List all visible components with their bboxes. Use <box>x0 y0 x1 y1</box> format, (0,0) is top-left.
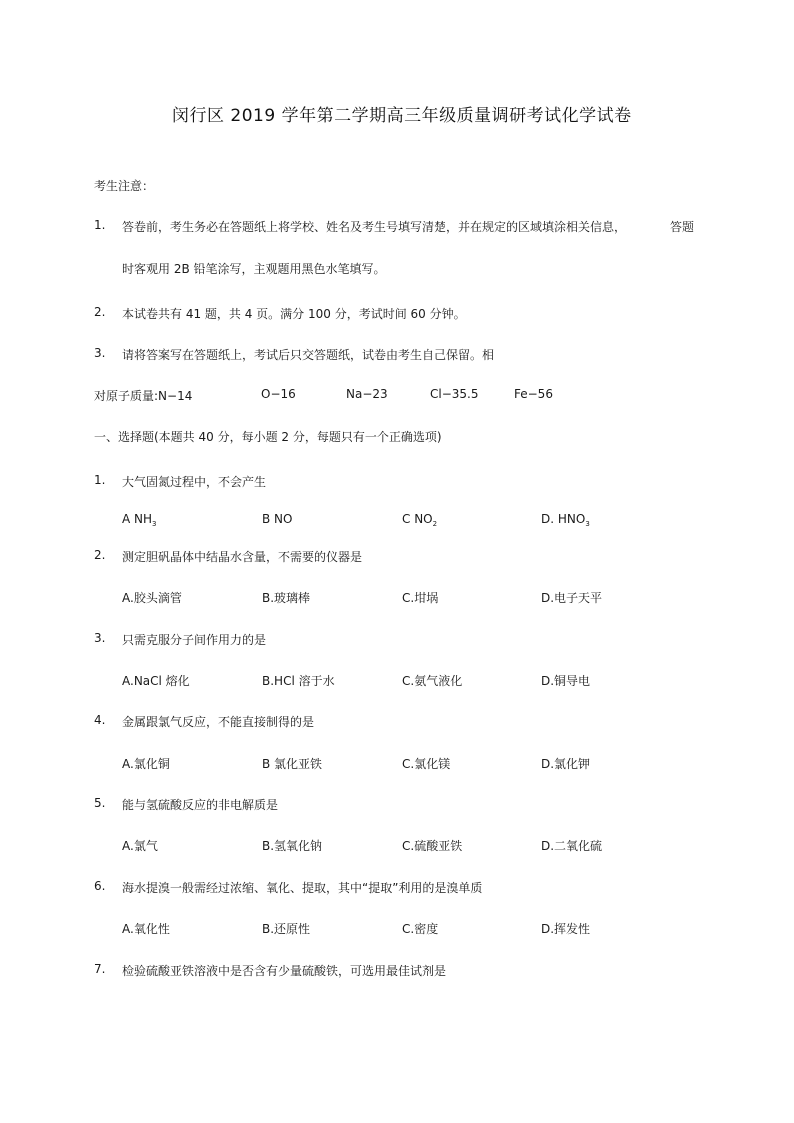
option-d: D.二氧化硫 <box>541 839 603 853</box>
question-number: 4. <box>94 713 106 727</box>
option-b: B.氢氧化钠 <box>262 839 323 853</box>
option-c: C.密度 <box>402 922 439 936</box>
option-a: A.氯气 <box>122 839 158 853</box>
atomic-mass-value: Cl−35.5 <box>430 387 479 401</box>
notice-text: 请将答案写在答题纸上，考试后只交答题纸，试卷由考生自己保留。相 <box>122 348 495 362</box>
notice-number: 3. <box>94 346 106 360</box>
option-b: B NO <box>262 512 293 526</box>
question-number: 1. <box>94 473 106 487</box>
option-c: C.氨气液化 <box>402 674 463 688</box>
question-stem: 大气固氮过程中，不会产生 <box>122 475 267 489</box>
page-title: 闵行区 2019 学年第二学期高三年级质量调研考试化学试卷 <box>172 106 632 126</box>
option-a: A.氯化铜 <box>122 757 170 771</box>
atomic-mass-label: 对原子质量:N−14 <box>94 389 193 403</box>
section-heading: 一、选择题(本题共 40 分，每小题 2 分，每题只有一个正确选项) <box>94 430 442 444</box>
notice-text: 本试卷共有 41 题，共 4 页。满分 100 分，考试时间 60 分钟。 <box>122 307 466 321</box>
option-a: A $NH_3$ <box>122 512 157 528</box>
option-c: C.坩埚 <box>402 591 439 605</box>
notice-text: 答卷前，考生务必在答题纸上将学校、姓名及考生号填写清楚，并在规定的区域填涂相关信息， <box>122 220 627 234</box>
option-b: B 氯化亚铁 <box>262 757 323 771</box>
notice-number: 2. <box>94 305 106 319</box>
option-d: D. $HNO_3$ <box>541 512 590 528</box>
option-b: B.HCl 溶于水 <box>262 674 335 688</box>
option-c: C.硫酸亚铁 <box>402 839 463 853</box>
option-d: D.铜导电 <box>541 674 591 688</box>
question-stem: 检验硫酸亚铁溶液中是否含有少量硫酸铁，可选用最佳试剂是 <box>122 964 447 978</box>
question-number: 3. <box>94 631 106 645</box>
option-d: D.挥发性 <box>541 922 591 936</box>
option-c: C $NO_2$ <box>402 512 438 528</box>
notice-number: 1. <box>94 218 106 232</box>
atomic-mass-value: Fe−56 <box>514 387 553 401</box>
option-a: A.氧化性 <box>122 922 170 936</box>
option-c: C.氯化镁 <box>402 757 451 771</box>
option-b: B.玻璃棒 <box>262 591 311 605</box>
option-d: D.氯化钾 <box>541 757 591 771</box>
question-stem: 海水提溴一般需经过浓缩、氧化、提取，其中“提取”利用的是溴单质 <box>122 881 483 895</box>
question-number: 7. <box>94 962 106 976</box>
question-stem: 只需克服分子间作用力的是 <box>122 633 267 647</box>
question-number: 6. <box>94 879 106 893</box>
notice-text-continued: 时客观用 2B 铅笔涂写，主观题用黑色水笔填写。 <box>122 262 386 276</box>
option-a: A.NaCl 熔化 <box>122 674 190 688</box>
option-b: B.还原性 <box>262 922 311 936</box>
question-stem: 能与氢硫酸反应的非电解质是 <box>122 798 279 812</box>
question-stem: 测定胆矾晶体中结晶水含量，不需要的仪器是 <box>122 550 363 564</box>
notice-text-tail: 答题 <box>670 220 695 234</box>
question-stem: 金属跟氯气反应，不能直接制得的是 <box>122 715 315 729</box>
option-a: A.胶头滴管 <box>122 591 182 605</box>
notice-heading: 考生注意： <box>94 179 155 193</box>
atomic-mass-value: Na−23 <box>346 387 388 401</box>
option-d: D.电子天平 <box>541 591 603 605</box>
question-number: 5. <box>94 796 106 810</box>
atomic-mass-value: O−16 <box>261 387 296 401</box>
question-number: 2. <box>94 548 106 562</box>
